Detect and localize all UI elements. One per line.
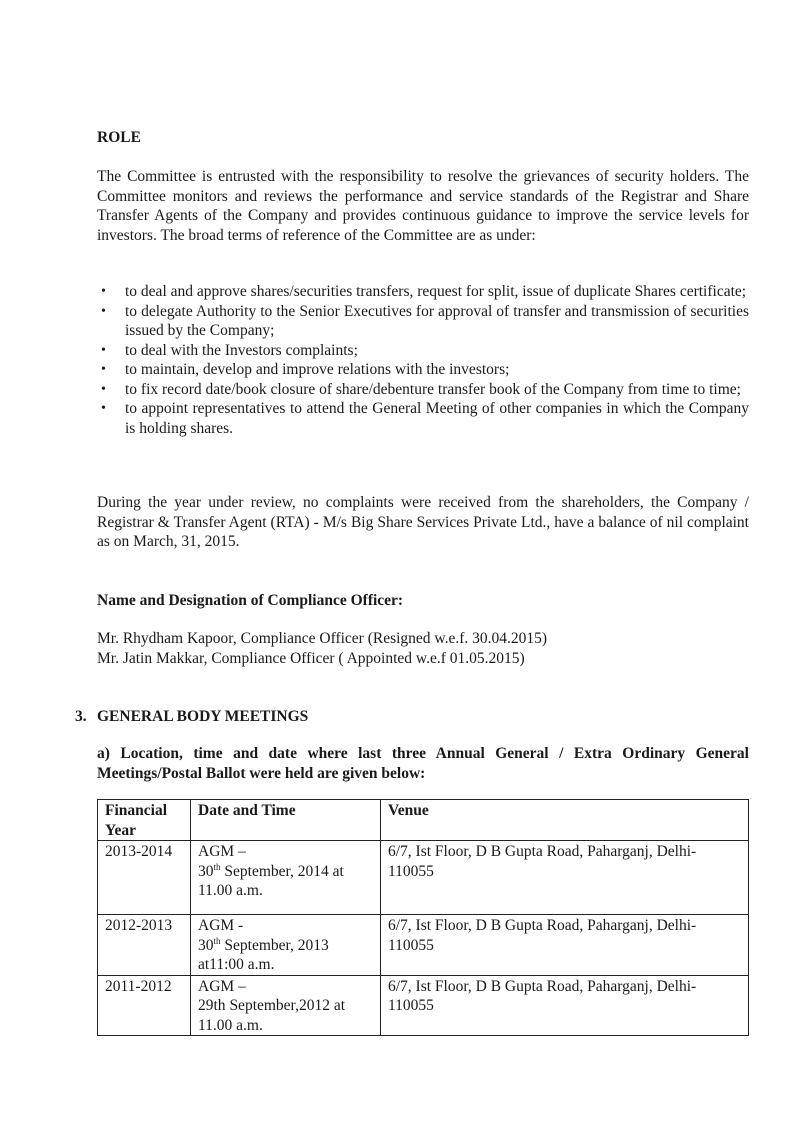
- bullet-icon: •: [101, 342, 106, 358]
- cell-year: 2012-2013: [98, 915, 191, 976]
- bullet-icon: •: [101, 381, 106, 397]
- list-item: • to fix record date/book closure of share/debenture transfer book of the Company from time to time;: [101, 380, 741, 398]
- role-intro-paragraph: The Committee is entrusted with the responsibility to resolve the grievances of security holders. The Committee monitors and reviews the performance and service standards of the Registrar and Share Transfer Agents of the Company and provides continuous guidance to improve the service levels for investors. The broad terms of reference of the Committee are as under:: [97, 168, 749, 244]
- cell-date-time: AGM - 30th September, 2013 at11:00 a.m.: [191, 915, 381, 976]
- cell-date-time: AGM – 30th September, 2014 at 11.00 a.m.: [191, 841, 381, 915]
- list-item: • to appoint representatives to attend the General Meeting of other companies in which the Company is holding shares.: [101, 400, 749, 437]
- bullet-icon: •: [101, 401, 106, 416]
- cell-venue: 6/7, Ist Floor, D B Gupta Road, Paharganj, Delhi-110055: [381, 975, 749, 1036]
- compliance-officer-line-1: Mr. Rhydham Kapoor, Compliance Officer (Resigned w.e.f. 30.04.2015): [97, 630, 548, 647]
- role-heading: ROLE: [97, 129, 141, 146]
- header-date-and-time: Date and Time: [191, 800, 381, 841]
- list-item: • to maintain, develop and improve relations with the investors;: [101, 361, 510, 378]
- compliance-officer-heading: Name and Designation of Compliance Officer:: [97, 592, 404, 609]
- meetings-subheading: a) Location, time and date where last three Annual General / Extra Ordinary General Meetings/Postal Ballot were held are given below:: [97, 745, 749, 782]
- table-row: [98, 841, 749, 915]
- terms-of-reference-list: [97, 282, 749, 438]
- bullet-icon: •: [101, 362, 106, 377]
- section-number: 3.: [75, 708, 87, 725]
- section-title: GENERAL BODY MEETINGS: [97, 708, 309, 725]
- table-header-row: [98, 800, 749, 841]
- cell-date-time: AGM – 29th September,2012 at 11.00 a.m.: [191, 975, 381, 1036]
- header-venue: Venue: [381, 800, 749, 841]
- section-heading: [75, 707, 749, 727]
- cell-year: 2011-2012: [98, 975, 191, 1036]
- complaints-paragraph: During the year under review, no complaints were received from the shareholders, the Company / Registrar & Transfer Agent (RTA) - M/s Big Share Services Private Ltd., have a balance of nil complaint as on March, 31, 2015.: [97, 494, 749, 550]
- table-row: [98, 975, 749, 1036]
- header-financial-year: Financial Year: [98, 800, 191, 841]
- cell-venue: 6/7, Ist Floor, D B Gupta Road, Paharganj, Delhi-110055: [381, 841, 749, 915]
- list-item: • to deal and approve shares/securities transfers, request for split, issue of duplicate Shares certificate;: [101, 283, 747, 300]
- cell-year: 2013-2014: [98, 841, 191, 915]
- bullet-icon: •: [101, 284, 106, 299]
- bullet-icon: •: [101, 303, 106, 319]
- list-item: • to deal with the Investors complaints;: [101, 341, 358, 359]
- table-row: [98, 915, 749, 976]
- meetings-table: [97, 799, 749, 1036]
- compliance-officer-line-2: Mr. Jatin Makkar, Compliance Officer ( Appointed w.e.f 01.05.2015): [97, 650, 525, 667]
- cell-venue: 6/7, Ist Floor, D B Gupta Road, Paharganj, Delhi-110055: [381, 915, 749, 976]
- list-item: • to delegate Authority to the Senior Executives for approval of transfer and transmission of securities issued by the Company;: [101, 302, 749, 339]
